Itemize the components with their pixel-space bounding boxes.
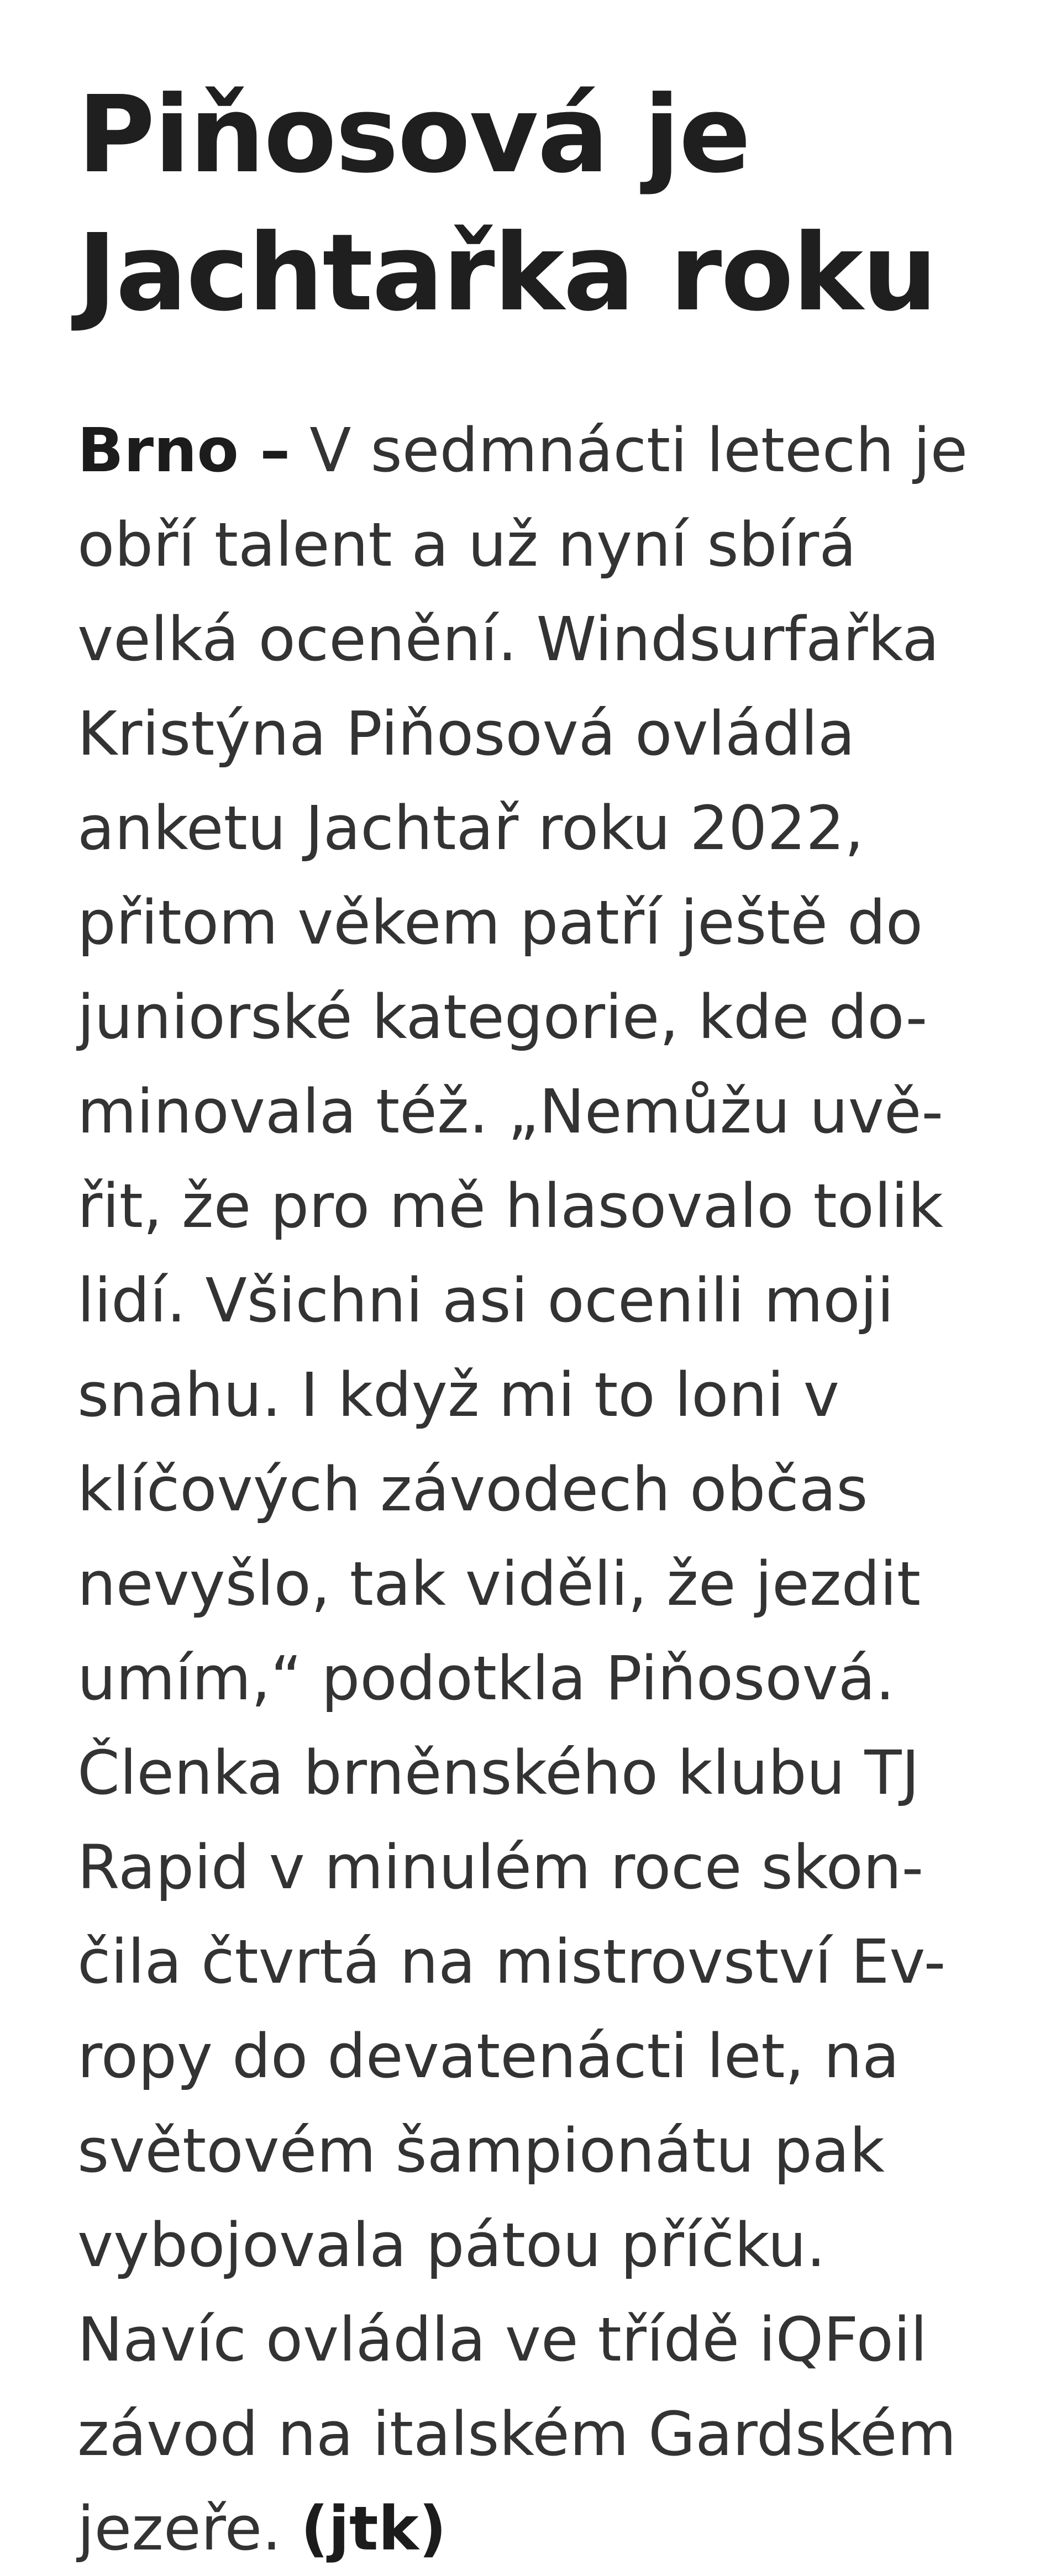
body-line: Členka brněnského klubu TJ	[77, 1737, 920, 1808]
body-line-text: V sedmnácti letech je	[309, 415, 968, 486]
body-line: anketu Jachtař roku 2022,	[77, 793, 864, 863]
article-body	[77, 403, 984, 2576]
body-line: Kristýna Piňosová ovládla	[77, 698, 855, 769]
body-line: klíčových závodech občas	[77, 1454, 868, 1525]
body-line: lidí. Všichni asi ocenili moji	[77, 1265, 894, 1336]
body-line: ropy do devatenácti let, na	[77, 2021, 900, 2092]
body-line	[77, 403, 984, 498]
body-line: minovala též. „Nemůžu uvě-	[77, 1076, 944, 1147]
body-line: čila čtvrtá na mistrovství Ev-	[77, 1926, 946, 1997]
news-article	[77, 66, 984, 2576]
body-line: nevyšlo, tak viděli, že jezdit	[77, 1548, 921, 1619]
body-line: umím,“ podotkla Piňosová.	[77, 1643, 895, 1714]
author-byline: (jtk)	[301, 2493, 447, 2564]
headline-line-2: Jachtařka roku	[77, 212, 937, 335]
body-line: velká ocenění. Windsurfařka	[77, 604, 939, 675]
body-line-text: jezeře.	[77, 2493, 282, 2564]
body-line: snahu. I když mi to loni v	[77, 1360, 839, 1430]
body-line: obří talent a už nyní sbírá	[77, 509, 857, 580]
body-line: řit, že pro mě hlasovalo tolik	[77, 1171, 943, 1241]
body-line: juniorské kategorie, kde do-	[77, 982, 928, 1052]
body-line: Navíc ovládla ve třídě iQFoil	[77, 2304, 927, 2375]
article-headline	[77, 66, 984, 343]
body-line: světovém šampionátu pak	[77, 2115, 885, 2186]
body-line: přitom věkem patří ještě do	[77, 887, 923, 958]
headline-line-1: Piňosová je	[77, 73, 750, 197]
body-line	[77, 2482, 984, 2576]
body-line: vybojovala pátou příčku.	[77, 2210, 826, 2280]
body-line: Rapid v minulém roce skon-	[77, 1832, 924, 1903]
dateline: Brno –	[77, 415, 291, 486]
body-line: závod na italském Gardském	[77, 2399, 957, 2469]
